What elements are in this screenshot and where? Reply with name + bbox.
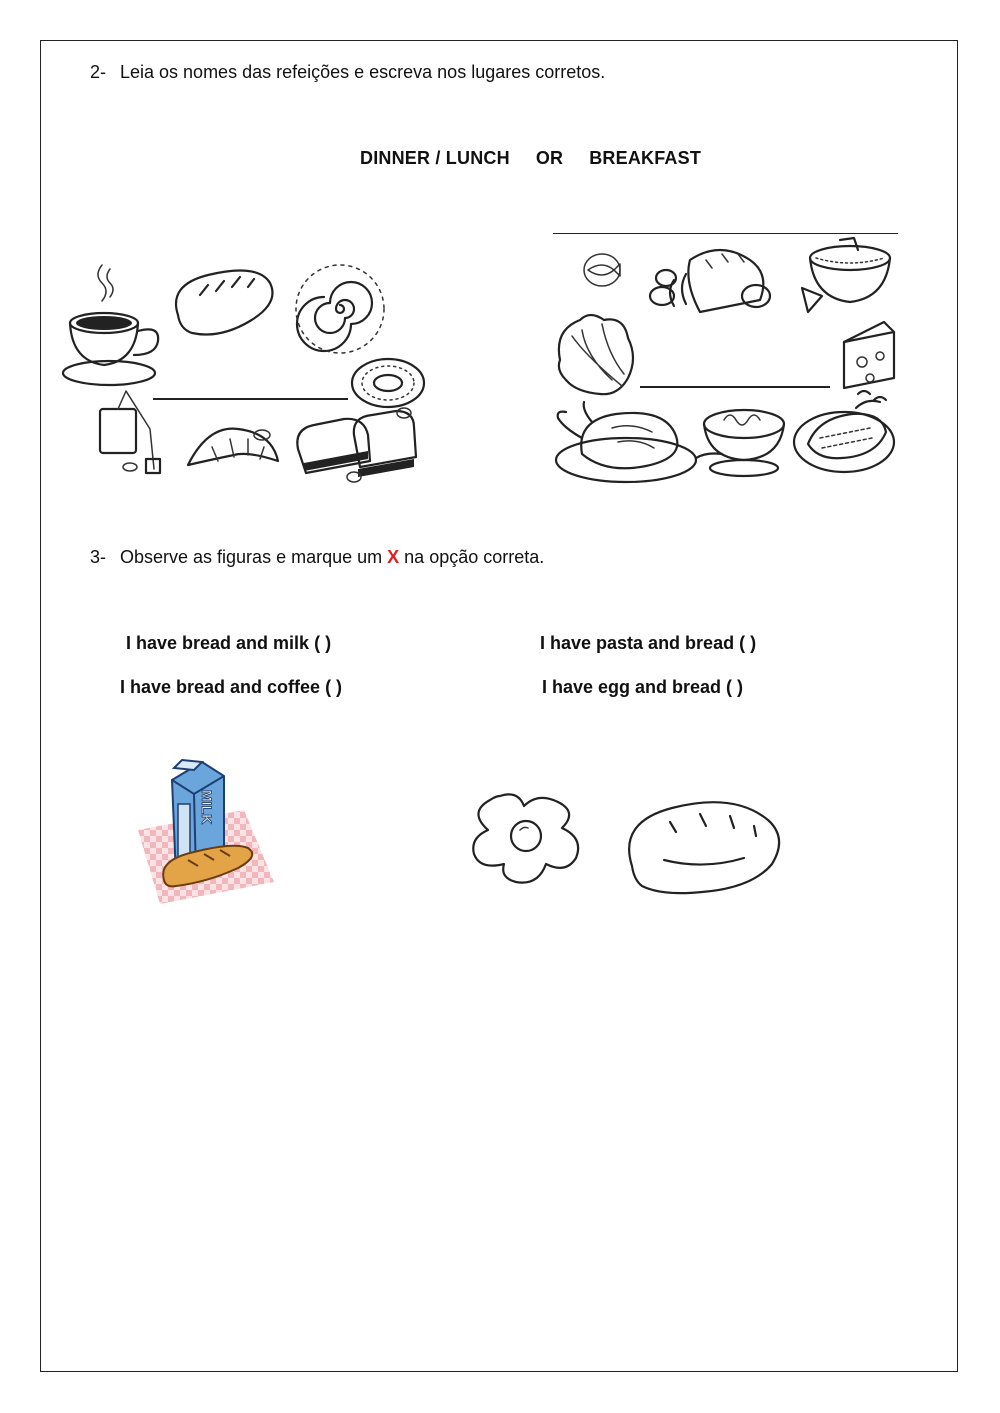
coffee-cup-icon: [64, 261, 164, 391]
salmon-dish-icon: [790, 398, 900, 478]
milk-label: MILK: [199, 790, 215, 825]
fish-plate-icon: [578, 246, 628, 296]
toast-icon: [294, 405, 424, 485]
section2-instruction-text: Leia os nomes das refeições e escreva nos lugares corretos.: [120, 62, 606, 82]
section2-number: 2-: [90, 62, 107, 82]
soup-icon: [694, 402, 794, 482]
sliced-bread-icon: [646, 240, 776, 320]
breakfast-illustration: [60, 255, 430, 485]
cinnamon-roll-icon: [290, 259, 390, 359]
option-pasta-bread[interactable]: I have pasta and bread ( ): [540, 633, 757, 653]
option-or: OR: [535, 148, 564, 168]
cheese-icon: [840, 318, 900, 408]
tea-bag-icon: [96, 389, 176, 479]
section2-instruction: [90, 62, 605, 83]
breakfast-answer-line: [153, 398, 348, 400]
bread-icon: [170, 265, 280, 345]
donut-icon: [348, 353, 428, 413]
section3-instruction-after: na opção correta.: [404, 547, 545, 567]
mark-x: X: [387, 547, 400, 567]
milk-and-bread-image: [132, 752, 282, 912]
fried-egg-icon: [470, 786, 590, 896]
option-breakfast: BREAKFAST: [589, 148, 702, 168]
option-bread-coffee[interactable]: I have bread and coffee ( ): [120, 677, 343, 697]
section3-instruction: [90, 547, 544, 568]
section3-number: 3-: [90, 547, 107, 567]
dinner-answer-line: [640, 386, 830, 388]
dinner-top-line: [553, 233, 898, 234]
meal-options: [360, 148, 701, 169]
lettuce-icon: [552, 310, 642, 400]
dinner-illustration: [550, 238, 900, 488]
section3-instruction-before: Observe as figuras e marque um: [120, 547, 383, 567]
bowl-icon: [800, 238, 900, 318]
option-dinner-lunch: DINNER / LUNCH: [360, 148, 510, 168]
option-egg-bread[interactable]: I have egg and bread ( ): [542, 677, 744, 697]
croissant-icon: [182, 421, 282, 481]
roast-chicken-icon: [552, 398, 702, 488]
option-bread-milk[interactable]: I have bread and milk ( ): [126, 633, 332, 653]
bread-loaf-icon: [620, 794, 790, 904]
